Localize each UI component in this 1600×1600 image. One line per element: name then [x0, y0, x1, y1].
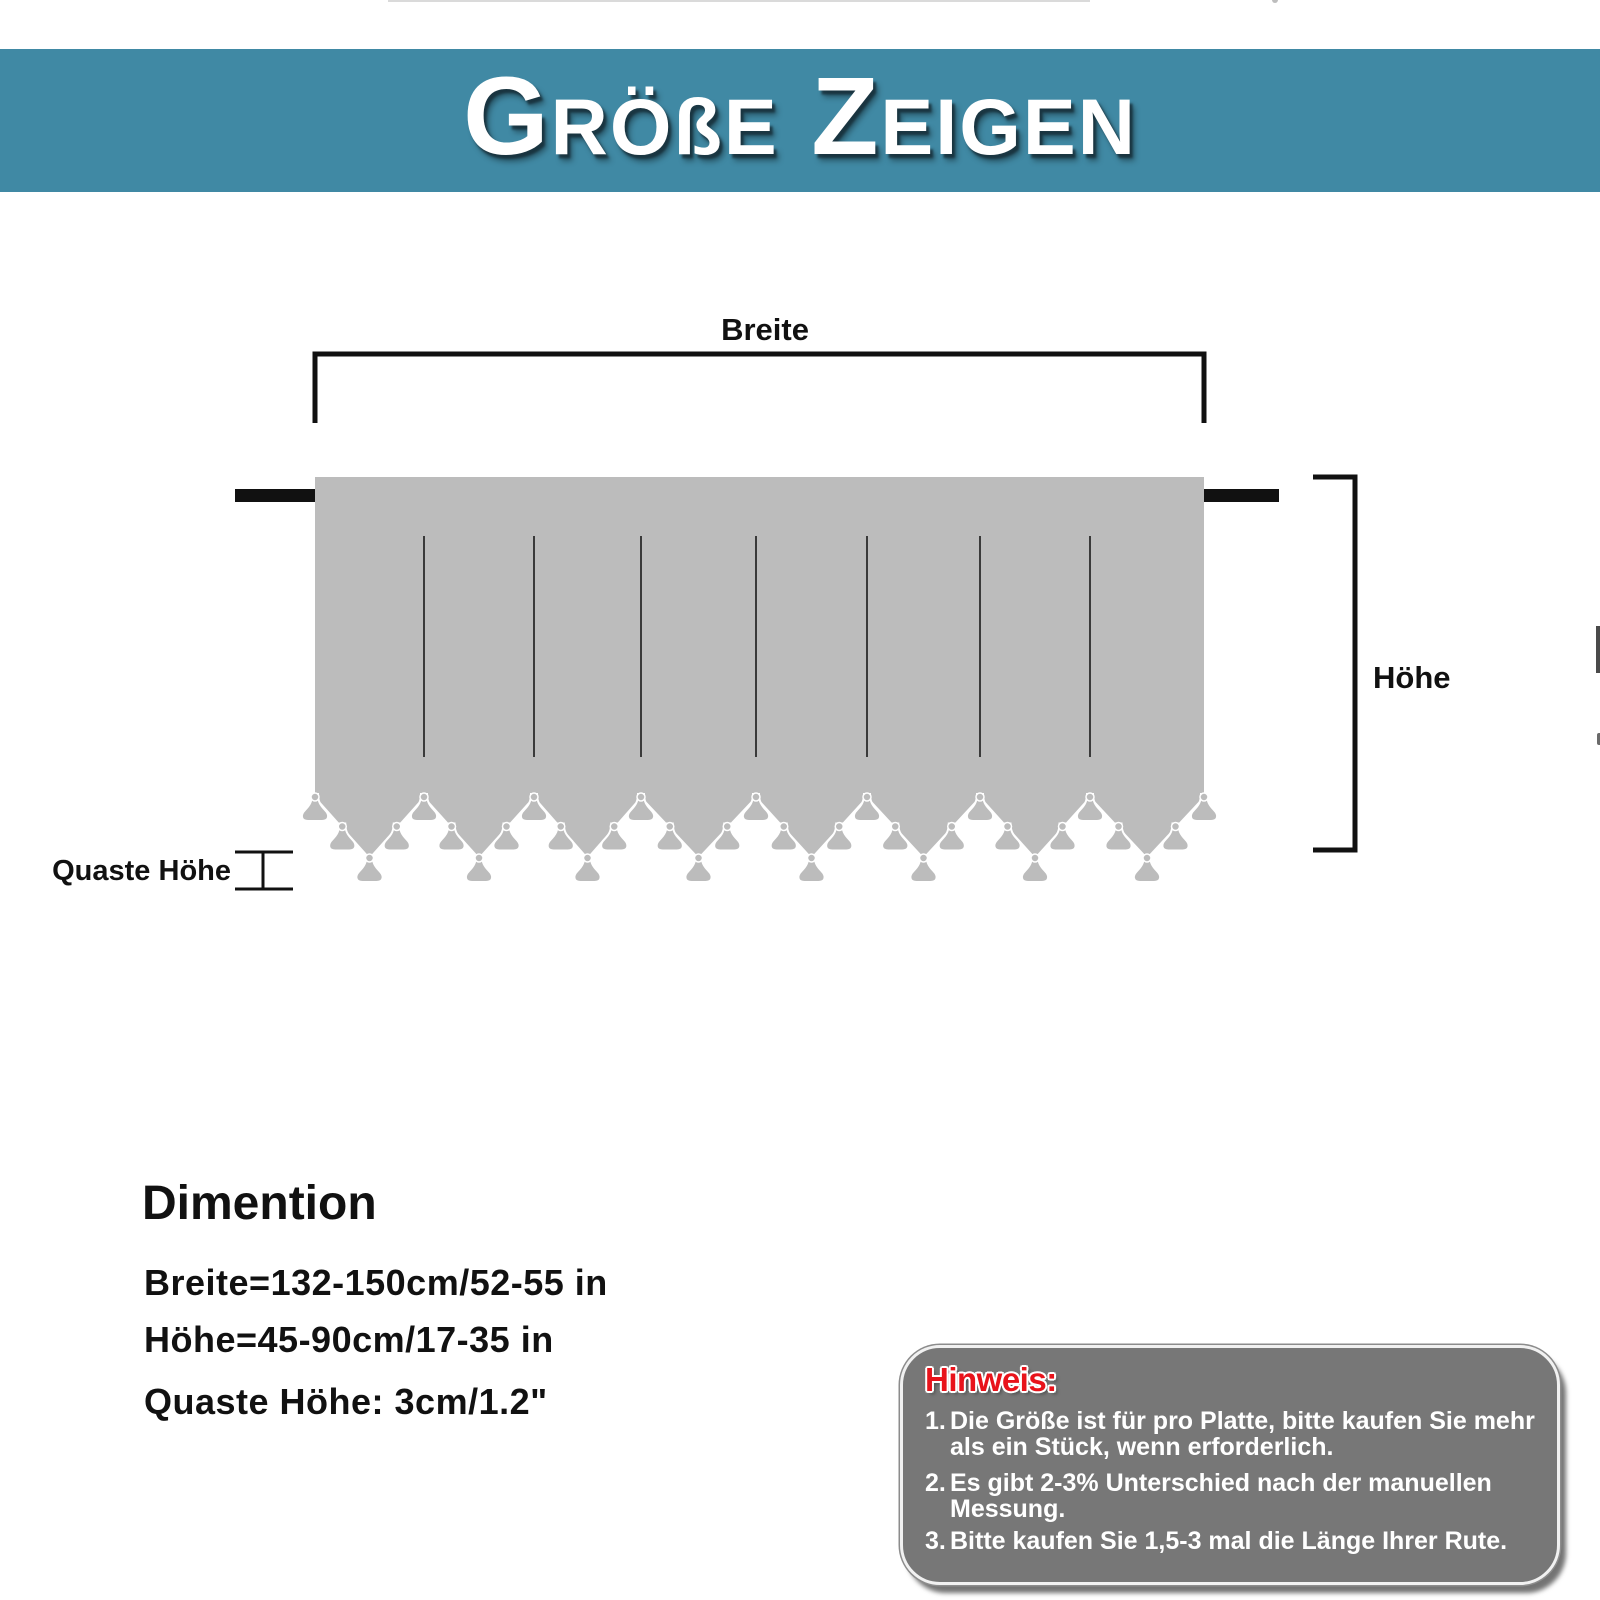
title-letter: E [1022, 82, 1078, 171]
tassel-knob [695, 854, 703, 862]
tassel-knob [448, 823, 456, 831]
tassel-knob [1172, 823, 1180, 831]
title-letter: ß [673, 82, 724, 171]
tassel-height-bracket [235, 852, 293, 889]
tassel-knob [1143, 854, 1151, 862]
height-label: Höhe [1373, 660, 1451, 695]
tassel-knob [366, 854, 374, 862]
tassel-knob [557, 823, 565, 831]
tassel [466, 854, 492, 882]
tassel-knob [610, 823, 618, 831]
note-item [925, 1470, 1557, 1522]
note-item-text: Es gibt 2-3% Unterschied nach der manuellen Messung. [950, 1469, 1492, 1523]
title-letter: G [959, 82, 1023, 171]
tassel-knob [637, 793, 645, 801]
note-box [900, 1345, 1560, 1585]
tassel-knob [503, 823, 511, 831]
note-item-number: 3. [925, 1527, 946, 1555]
dimension-height: Höhe=45-90cm/17-35 in [144, 1319, 554, 1360]
tassel-knob [1115, 823, 1123, 831]
tassel-knob [808, 854, 816, 862]
tassel-knob [1200, 793, 1208, 801]
title-letter: E [880, 82, 936, 171]
note-item-text: Die Größe ist für pro Platte, bitte kaufen Sie mehr als ein Stück, wenn erforderlich. [950, 1407, 1535, 1461]
width-bracket [315, 354, 1204, 423]
page-title: GRÖßE ZEIGEN [463, 55, 1137, 178]
tassel [910, 854, 936, 882]
tassel-knob [311, 793, 319, 801]
tassel-knob [584, 854, 592, 862]
tassel-knob [530, 793, 538, 801]
right-edge-mark [1596, 626, 1600, 673]
dimension-width: Breite=132-150cm/52-55 in [144, 1262, 608, 1303]
title-letter: Ö [609, 82, 674, 171]
note-item [925, 1408, 1557, 1460]
tassel-knob [338, 823, 346, 831]
note-item-number: 2. [925, 1469, 946, 1497]
dimension-tassel-height: Quaste Höhe: 3cm/1.2" [144, 1381, 548, 1422]
width-label: Breite [721, 312, 809, 347]
tassel-knob [1004, 823, 1012, 831]
tassel-knob [920, 854, 928, 862]
curtain-rod-left [235, 489, 317, 502]
note-list [925, 1408, 1557, 1554]
tassel-knob [835, 823, 843, 831]
tassel-knob [1086, 793, 1094, 801]
note-item-text: Bitte kaufen Sie 1,5-3 mal die Länge Ihrer Rute. [950, 1527, 1508, 1555]
tassel-knob [780, 823, 788, 831]
tassel-knob [891, 823, 899, 831]
tassel [574, 854, 600, 882]
tassel-knob [976, 793, 984, 801]
tassel [685, 854, 711, 882]
tassel-knob [475, 854, 483, 862]
tassel-knob [1059, 823, 1067, 831]
curtain-rod-right [1202, 489, 1279, 502]
tassel-height-label: Quaste Höhe [52, 855, 231, 887]
tassel-knob [666, 823, 674, 831]
title-letter: N [1077, 82, 1137, 171]
tassel-knob [752, 793, 760, 801]
tassel [798, 854, 824, 882]
height-bracket [1313, 477, 1355, 850]
tassel [1134, 854, 1160, 882]
tassel-knob [420, 793, 428, 801]
title-letter: I [935, 82, 960, 171]
title-letter: R [550, 82, 610, 171]
note-item-number: 1. [925, 1407, 946, 1435]
tassel [1022, 854, 1048, 882]
note-title: Hinweis: [925, 1361, 1057, 1398]
tassel-knob [393, 823, 401, 831]
tassel-knob [723, 823, 731, 831]
note-item [925, 1528, 1557, 1554]
tassel [356, 854, 382, 882]
dimension-heading: Dimention [142, 1177, 377, 1230]
tassel-knob [948, 823, 956, 831]
tassel-knob [1031, 854, 1039, 862]
tassel-knob [863, 793, 871, 801]
title-letter: E [723, 82, 779, 171]
